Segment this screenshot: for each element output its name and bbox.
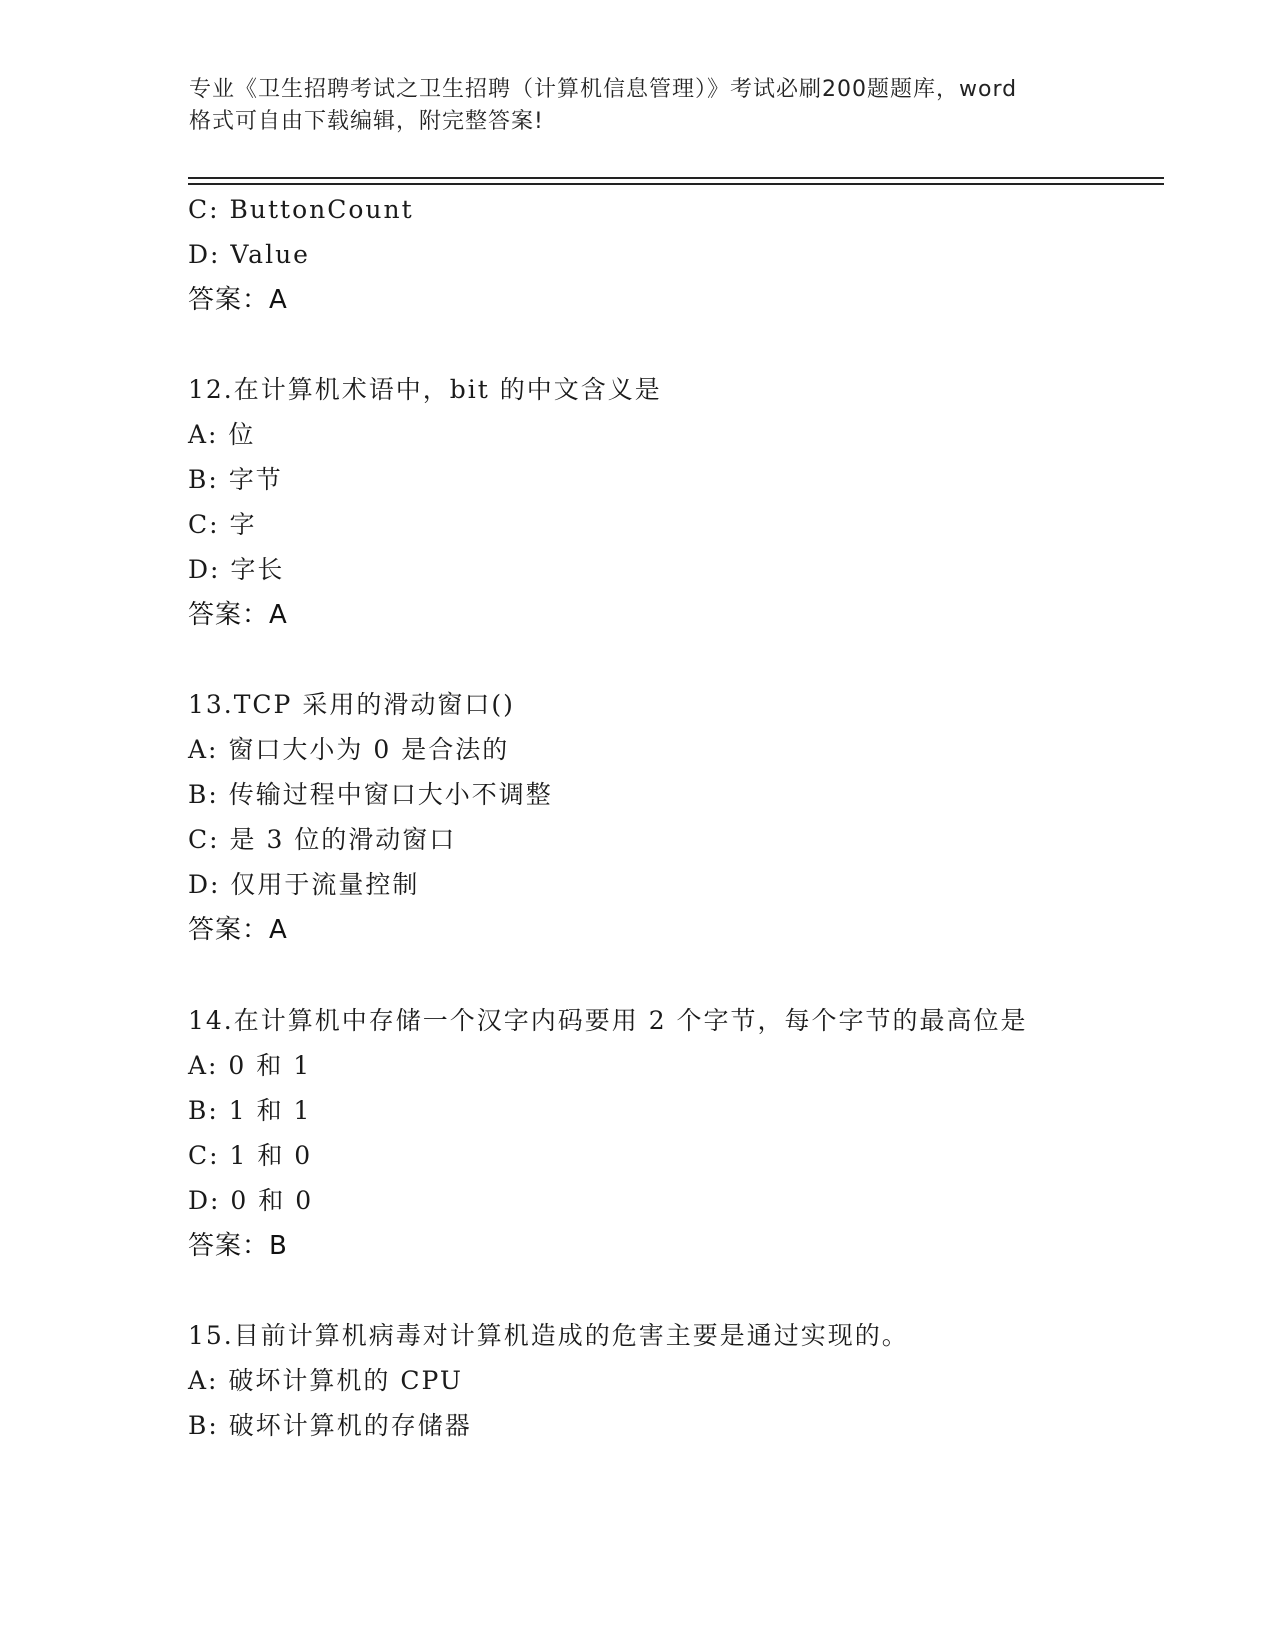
option-c: C: ButtonCount xyxy=(188,195,414,224)
question-15-option-a: A: 破坏计算机的 CPU xyxy=(188,1366,463,1395)
question-15-option-b: B: 破坏计算机的存储器 xyxy=(188,1411,472,1440)
question-13-option-c: C: 是 3 位的滑动窗口 xyxy=(188,825,457,854)
header-line-1: 专业《卫生招聘考试之卫生招聘（计算机信息管理）》考试必刷200题题库，word xyxy=(189,77,1018,102)
question-14-option-b: B: 1 和 1 xyxy=(188,1096,312,1125)
question-12-option-d: D: 字长 xyxy=(188,555,285,584)
question-12-option-a: A: 位 xyxy=(188,420,256,449)
option-d: D: Value xyxy=(188,240,310,269)
question-13-option-a: A: 窗口大小为 0 是合法的 xyxy=(188,735,510,764)
question-14-answer: 答案：B xyxy=(188,1231,288,1261)
question-12-option-b: B: 字节 xyxy=(188,465,283,494)
answer-line: 答案：A xyxy=(188,285,288,315)
question-13-option-b: B: 传输过程中窗口大小不调整 xyxy=(188,780,553,809)
header-rule-top xyxy=(188,177,1164,179)
question-14-option-c: C: 1 和 0 xyxy=(188,1141,313,1170)
document-header xyxy=(189,74,1089,138)
header-line-2: 格式可自由下载编辑，附完整答案! xyxy=(189,109,544,134)
question-14-stem: 14.在计算机中存储一个汉字内码要用 2 个字节，每个字节的最高位是 xyxy=(188,1006,1028,1035)
question-13-answer: 答案：A xyxy=(188,915,288,945)
header-rule-bottom xyxy=(188,183,1164,185)
question-13-stem: 13.TCP 采用的滑动窗口() xyxy=(188,690,515,719)
question-12-stem: 12.在计算机术语中，bit 的中文含义是 xyxy=(188,375,662,404)
question-13-option-d: D: 仅用于流量控制 xyxy=(188,870,420,899)
question-14-option-a: A: 0 和 1 xyxy=(188,1051,312,1080)
question-12-option-c: C: 字 xyxy=(188,510,257,539)
question-15-stem: 15.目前计算机病毒对计算机造成的危害主要是通过实现的。 xyxy=(188,1321,909,1350)
question-12-answer: 答案：A xyxy=(188,600,288,630)
question-14-option-d: D: 0 和 0 xyxy=(188,1186,314,1215)
